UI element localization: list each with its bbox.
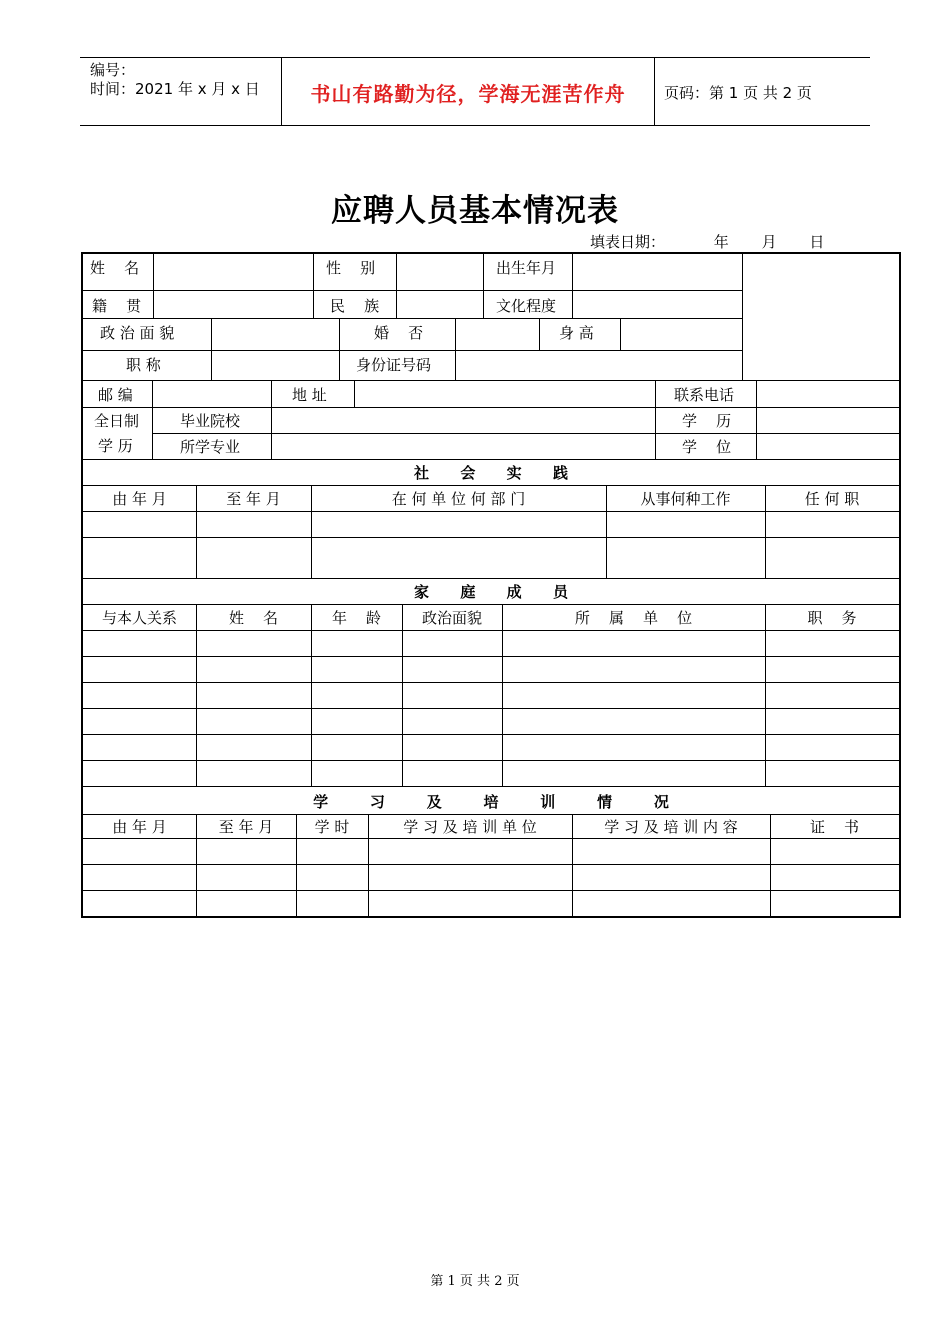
native-label: 籍 贯 [92,297,142,315]
edu-level-label: 学 历 [682,412,732,430]
phone-field[interactable] [758,382,898,405]
table-row[interactable] [84,892,898,914]
social-practice-heading: 社 会 实 践 [414,464,568,482]
school-label: 毕业院校 [180,412,241,430]
grid-line [339,350,340,380]
grid-line [354,380,355,407]
training-heading: 学 习 及 培 训 情 况 [313,793,669,811]
time-label: 时间：2021 年 x 月 x 日 [90,80,260,98]
grid-line [313,254,314,318]
grid-line [83,838,899,839]
ethnic-label: 民 族 [330,297,380,315]
grid-line [83,380,899,381]
grid-line [83,511,899,512]
edu-level-field[interactable] [758,409,898,431]
degree-label: 学 位 [682,438,732,456]
fill-date-row [590,231,824,252]
height-field[interactable] [622,320,740,348]
grid-line [83,485,899,486]
fill-date-year: 年 [713,233,729,251]
social-col-work: 从事何种工作 [640,490,731,508]
address-label: 地 址 [292,386,327,404]
grid-line [539,318,540,350]
education-field[interactable] [574,292,740,316]
grid-line [83,708,899,709]
table-row[interactable] [84,632,898,654]
grid-line [83,890,899,891]
marital-field[interactable] [457,320,537,348]
social-col-to: 至 年 月 [226,490,281,508]
page-label: 页码：第 1 页 共 2 页 [664,84,812,102]
gender-field[interactable] [398,256,481,288]
family-col-unit: 所 属 单 位 [574,609,693,627]
grid-line [655,380,656,459]
header-top-rule [80,57,870,58]
grid-line [455,318,456,380]
major-field[interactable] [273,435,653,457]
birth-field[interactable] [574,256,740,288]
grid-line [83,656,899,657]
grid-line [620,318,621,350]
training-col-unit: 学 习 及 培 训 单 位 [403,818,537,836]
address-field[interactable] [356,382,653,405]
table-row[interactable] [84,658,898,680]
family-col-political: 政治面貌 [421,609,482,627]
fill-date-label: 填表日期： [590,233,666,251]
table-row[interactable] [84,736,898,758]
training-col-to: 至 年 月 [218,818,274,836]
photo-area[interactable] [744,255,899,379]
marital-label: 婚 否 [374,324,424,342]
code-label: 编号： [90,61,136,79]
family-col-duty: 职 务 [807,609,857,627]
phone-label: 联系电话 [674,386,735,404]
training-col-from: 由 年 月 [112,818,167,836]
training-col-content: 学 习 及 培 训 内 容 [604,818,738,836]
grid-line [396,254,397,318]
fill-date-month: 月 [761,233,777,251]
degree-field[interactable] [758,435,898,457]
fulltime-label: 全日制 [94,412,140,430]
ethnic-field[interactable] [398,292,481,316]
postcode-label: 邮 编 [98,386,133,404]
grid-line [83,604,899,605]
training-col-certificate: 证 书 [809,818,860,836]
title-rank-label: 职 称 [126,356,161,374]
grid-line [211,318,212,380]
education-label: 文化程度 [496,297,557,315]
page-footer: 第 1 页 共 2 页 [430,1274,520,1289]
fulltime-education-label: 学 历 [98,437,133,455]
grid-line [83,459,899,460]
id-number-label: 身份证号码 [356,356,432,374]
photo-divider [742,254,743,380]
page-title: 应聘人员基本情况表 [331,193,619,229]
name-field[interactable] [155,256,311,288]
political-label: 政 治 面 貌 [100,324,175,342]
table-row[interactable] [84,840,898,862]
training-col-hours: 学 时 [314,818,350,836]
grid-line [83,734,899,735]
grid-line [83,786,899,787]
table-row[interactable] [84,866,898,888]
grid-line [83,760,899,761]
family-members-heading: 家 庭 成 员 [414,583,568,601]
political-field[interactable] [213,320,337,348]
table-row[interactable] [84,539,898,576]
major-label: 所学专业 [180,438,241,456]
table-row[interactable] [84,684,898,706]
grid-line [153,254,154,318]
grid-line [152,433,899,434]
header-divider [654,57,655,125]
social-col-unit: 在 何 单 位 何 部 门 [391,490,526,508]
family-col-name: 姓 名 [228,609,279,627]
birth-label: 出生年月 [496,259,557,277]
gender-label: 性 别 [326,259,376,277]
grid-line [83,814,899,815]
height-label: 身 高 [559,324,594,342]
school-field[interactable] [273,409,653,431]
native-field[interactable] [155,292,311,316]
id-number-field[interactable] [457,352,740,378]
title-rank-field[interactable] [213,352,337,378]
grid-line [83,630,899,631]
grid-line [83,318,743,319]
grid-line [152,380,153,459]
grid-line [83,864,899,865]
family-col-relation: 与本人关系 [101,609,177,627]
motto-banner: 书山有路勤为径，学海无涯苦作舟 [310,82,626,106]
family-col-age: 年 龄 [331,609,382,627]
table-row[interactable] [84,710,898,732]
grid-line [83,537,899,538]
grid-line [83,407,899,408]
grid-line [756,380,757,459]
table-row[interactable] [84,513,898,535]
grid-line [339,318,340,350]
grid-line [83,290,743,291]
grid-line [83,682,899,683]
grid-line [483,254,484,318]
name-label: 姓 名 [90,259,140,277]
postcode-field[interactable] [154,382,269,405]
table-row[interactable] [84,762,898,784]
social-col-post: 任 何 职 [804,490,860,508]
fill-date-day: 日 [809,233,825,251]
grid-line [271,380,272,459]
header-bottom-rule [80,125,870,126]
grid-line [83,350,743,351]
grid-line [572,254,573,318]
social-col-from: 由 年 月 [112,490,167,508]
grid-line [83,578,899,579]
